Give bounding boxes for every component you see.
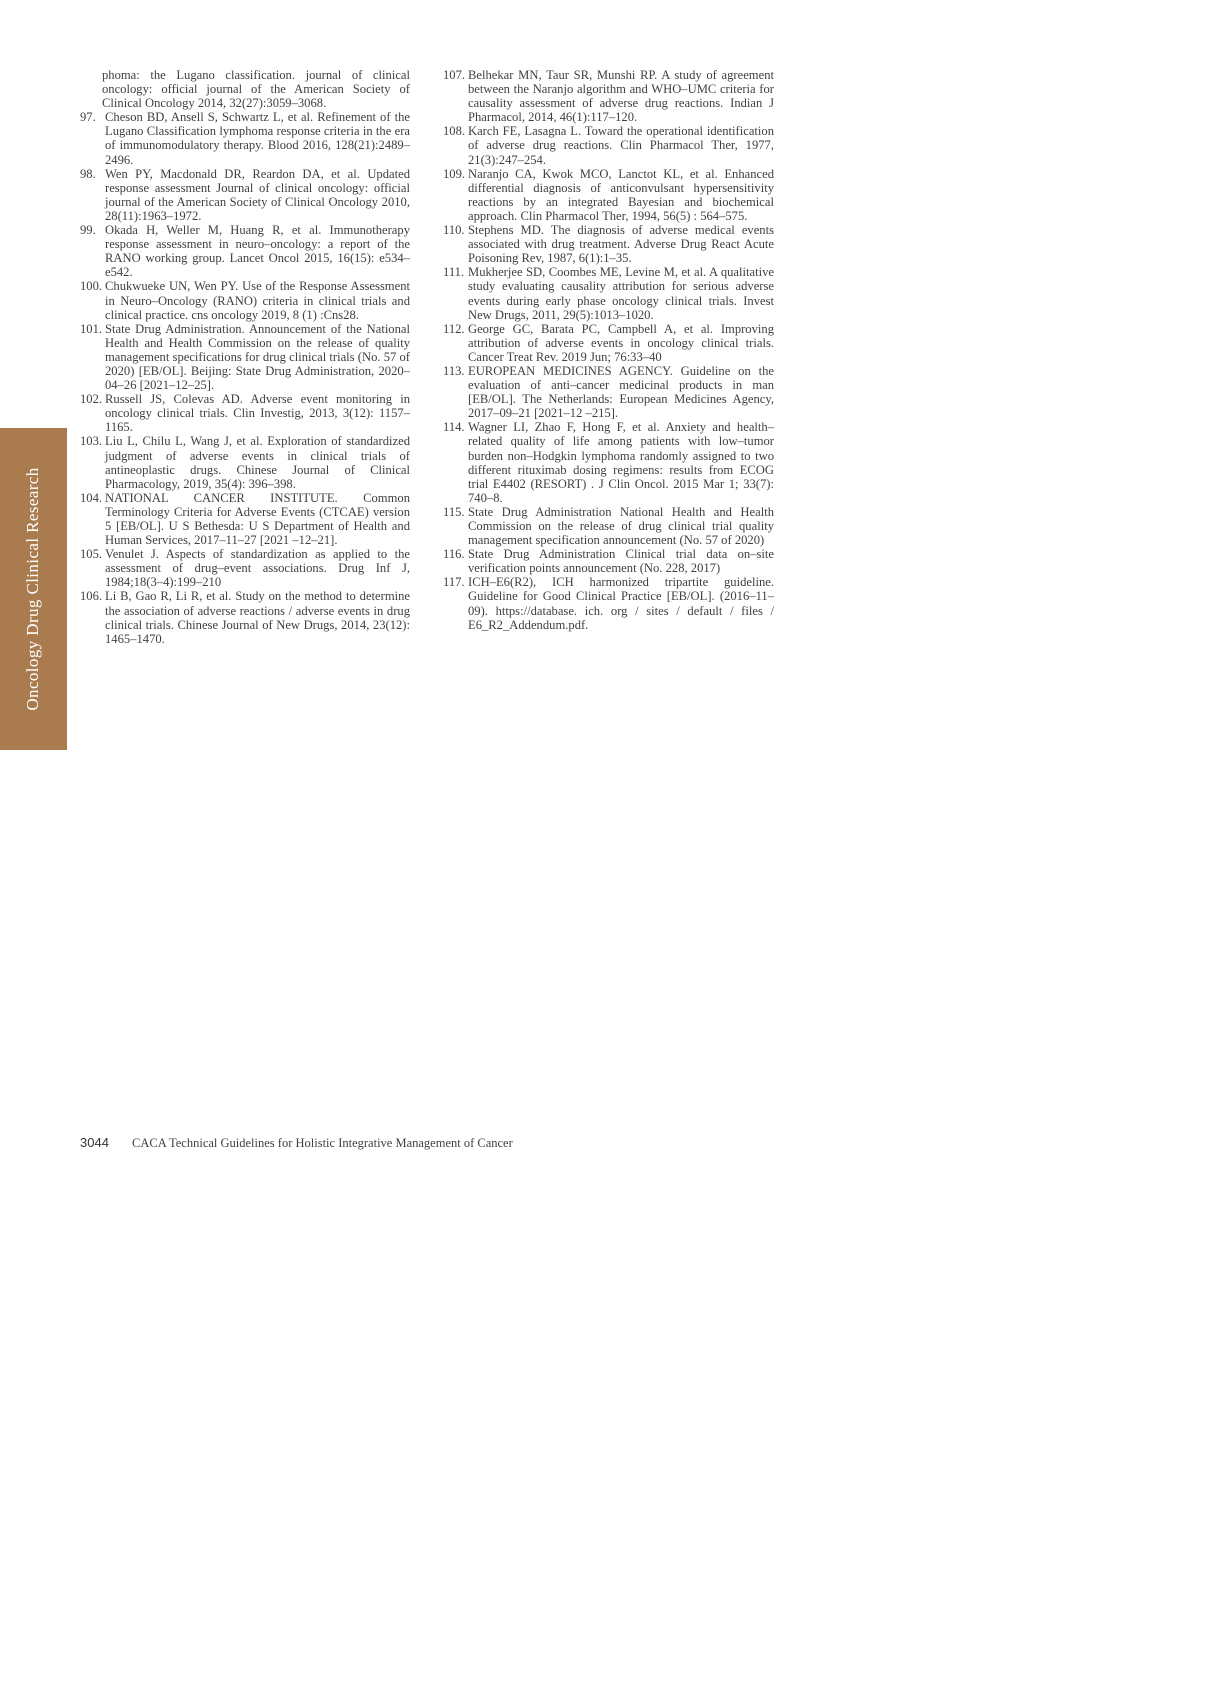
running-title: CACA Technical Guidelines for Holistic Integrative Management of Cancer xyxy=(132,1136,513,1150)
reference-number: 117. xyxy=(443,575,465,590)
side-tab xyxy=(0,428,67,750)
reference-item xyxy=(80,434,410,490)
reference-text: Chukwueke UN, Wen PY. Use of the Response Assessment in Neuro–Oncology (RANO) criteria in clinical trials and clinical practice. cns oncology 2019, 8 (1) :Cns28. xyxy=(105,279,410,322)
reference-text: ICH–E6(R2), ICH harmonized tripartite guideline. Guideline for Good Clinical Practice [EB/OL]. (2016–11–09). https://database. ich. org / sites / default / files / E6_R2_Addendum.pdf. xyxy=(468,575,774,632)
reference-number: 115. xyxy=(443,504,465,519)
reference-text: Li B, Gao R, Li R, et al. Study on the method to determine the association of adverse reactions / adverse events in drug clinical trials. Chinese Journal of New Drugs, 2014, 23(12): 1465–1470. xyxy=(105,589,410,646)
reference-number: 99. xyxy=(80,223,96,238)
reference-text: State Drug Administration National Health and Health Commission on the release of drug clinical trial quality management specification announcement (No. 57 of 2020) xyxy=(468,504,774,548)
reference-text: Mukherjee SD, Coombes ME, Levine M, et al. A qualitative study evaluating causality attribution for serious adverse events during early phase oncology clinical trials. Invest New Drugs, 2011, 29(5):1013–1020. xyxy=(468,265,774,322)
reference-item xyxy=(80,547,410,589)
reference-number: 106. xyxy=(80,589,103,604)
reference-text: Russell JS, Colevas AD. Adverse event monitoring in oncology clinical trials. Clin Investig, 2013, 3(12): 1157–1165. xyxy=(105,392,410,435)
reference-text: NATIONAL CANCER INSTITUTE. Common Terminology Criteria for Adverse Events (CTCAE) version 5 [EB/OL]. U S Bethesda: U S Department of Health and Human Services, 2017–11–27 [2021 –12–21]. xyxy=(105,490,410,548)
reference-text: Cheson BD, Ansell S, Schwartz L, et al. Refinement of the Lugano Classification lymphoma response criteria in the era of immunomodulatory therapy. Blood 2016, 128(21):2489–2496. xyxy=(105,110,410,167)
reference-item xyxy=(80,167,410,223)
reference-text: Okada H, Weller M, Huang R, et al. Immunotherapy response assessment in neuro–oncology: a report of the RANO working group. Lancet Oncol 2015, 16(15): e534–e542. xyxy=(105,223,410,280)
reference-item xyxy=(443,265,774,321)
reference-number: 102. xyxy=(80,392,103,407)
reference-item xyxy=(443,223,774,265)
reference-text: Stephens MD. The diagnosis of adverse medical events associated with drug treatment. Adverse Drug React Acute Poisoning Rev, 1987, 6(1):1–35. xyxy=(468,223,774,266)
reference-item xyxy=(443,505,774,547)
reference-number: 116. xyxy=(443,547,465,562)
reference-text: Wen PY, Macdonald DR, Reardon DA, et al. Updated response assessment Journal of clinical oncology: official journal of the American Society of Clinical Oncology 2010, 28(11):1963–1972. xyxy=(105,166,410,223)
reference-text: Liu L, Chilu L, Wang J, et al. Exploration of standardized judgment of adverse events in clinical trials of antineoplastic drugs. Chinese Journal of Clinical Pharmacology, 2019, 35(4): 396–398. xyxy=(105,434,410,491)
reference-item xyxy=(80,392,410,434)
reference-number: 103. xyxy=(80,434,103,449)
reference-text: Karch FE, Lasagna L. Toward the operational identification of adverse drug reactions. Clin Pharmacol Ther, 1977, 21(3):247–254. xyxy=(468,124,774,167)
reference-item xyxy=(443,167,774,223)
reference-item xyxy=(80,223,410,279)
page-footer xyxy=(80,1135,513,1151)
reference-text: State Drug Administration Clinical trial data on–site verification points announcement (No. 228, 2017) xyxy=(468,547,774,576)
reference-text: George GC, Barata PC, Campbell A, et al. Improving attribution of adverse events in oncology clinical trials. Cancer Treat Rev. 2019 Jun; 76:33–40 xyxy=(468,321,774,364)
reference-number: 114. xyxy=(443,420,465,435)
reference-item xyxy=(80,279,410,321)
reference-number: 109. xyxy=(443,166,466,181)
references-left-column xyxy=(80,68,410,646)
reference-number: 110. xyxy=(443,223,465,238)
reference-item xyxy=(80,322,410,392)
reference-item xyxy=(443,124,774,166)
reference-continuation: phoma: the Lugano classification. journal of clinical oncology: official journal of the American Society of Clinical Oncology 2014, 32(27):3059–3068. xyxy=(102,68,410,111)
reference-list-left xyxy=(80,110,410,646)
reference-number: 111. xyxy=(443,265,465,280)
reference-number: 100. xyxy=(80,279,103,294)
reference-text: Wagner LI, Zhao F, Hong F, et al. Anxiety and health–related quality of life among patients with low–tumor burden non–Hodgkin lymphoma randomly assigned to two different rituximab dosing regimens: results from ECOG trial E4402 (RESORT) . J Clin Oncol. 2015 Mar 1; 33(7): 740–8. xyxy=(468,420,774,505)
reference-text: Belhekar MN, Taur SR, Munshi RP. A study of agreement between the Naranjo algorithm and WHO–UMC criteria for causality assessment of adverse drug reactions. Indian J Pharmacol, 2014, 46(1):117–120. xyxy=(468,68,774,125)
reference-text: Venulet J. Aspects of standardization as applied to the assessment of drug–event associations. Drug Inf J, 1984;18(3–4):199–210 xyxy=(105,547,410,590)
reference-text: EUROPEAN MEDICINES AGENCY. Guideline on the evaluation of anti–cancer medicinal products in man [EB/OL]. The Netherlands: European Medicines Agency, 2017–09–21 [2021–12 –215]. xyxy=(468,363,774,421)
reference-item xyxy=(80,491,410,547)
reference-text: Naranjo CA, Kwok MCO, Lanctot KL, et al. Enhanced differential diagnosis of anticonvulsant hypersensitivity reactions by an integrated Bayesian and biochemical approach. Clin Pharmacol Ther, 1994, 56(5) : 564–575. xyxy=(468,166,774,223)
reference-number: 97. xyxy=(80,110,96,125)
reference-item xyxy=(443,68,774,124)
reference-item xyxy=(443,420,774,505)
reference-number: 112. xyxy=(443,321,465,336)
reference-item xyxy=(443,322,774,364)
reference-item xyxy=(80,589,410,645)
reference-item xyxy=(443,364,774,420)
references-right-column xyxy=(443,68,774,632)
reference-number: 101. xyxy=(80,321,103,336)
reference-item xyxy=(443,575,774,631)
reference-item xyxy=(443,547,774,575)
reference-number: 104. xyxy=(80,490,103,505)
reference-number: 98. xyxy=(80,166,96,181)
reference-number: 108. xyxy=(443,124,466,139)
page-number: 3044 xyxy=(80,1135,109,1150)
reference-list-right xyxy=(443,68,774,632)
reference-number: 113. xyxy=(443,363,465,378)
reference-number: 107. xyxy=(443,68,466,82)
reference-number: 105. xyxy=(80,547,103,562)
reference-item xyxy=(80,110,410,166)
side-tab-label: Oncology Drug Clinical Research xyxy=(23,467,42,711)
reference-text: State Drug Administration. Announcement of the National Health and Health Commission on the release of quality management specifications for drug clinical trials (No. 57 of 2020) [EB/OL]. Beijing: State Drug Administration, 2020–04–26 [2021–12–25]. xyxy=(105,321,410,393)
